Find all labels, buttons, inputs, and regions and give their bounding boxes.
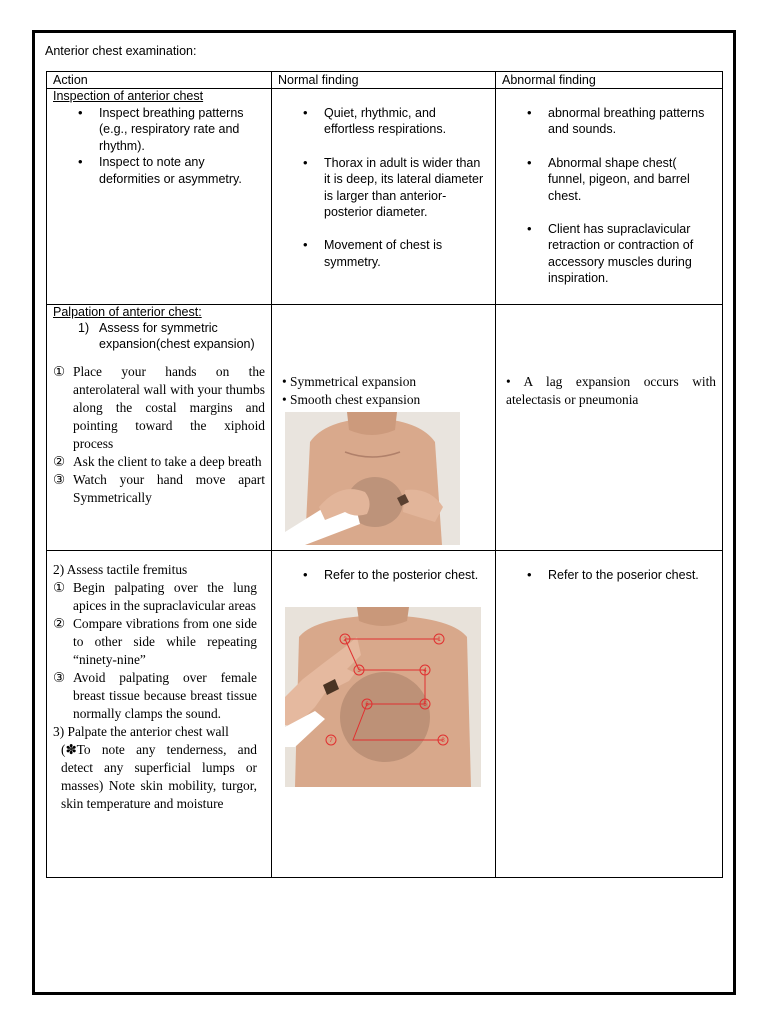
abnormal-finding-item: • Refer to the poserior chest. [496, 567, 722, 583]
header-row [47, 72, 723, 89]
step-number: ① [53, 580, 66, 595]
fremitus-normal-cell [272, 551, 496, 878]
abnormal-finding-item: • A lag expansion occurs with atelectasis or pneumonia [506, 374, 717, 407]
step-number: ③ [53, 670, 66, 685]
step-number: ② [53, 616, 66, 631]
step-text: Compare vibrations from one side to other side while repeating “ninety-nine” [73, 616, 257, 667]
step-number: ② [53, 453, 66, 469]
fremitus-action-cell [47, 551, 272, 878]
diagram-number: 3 [357, 668, 361, 674]
chest-expansion-photo [285, 412, 460, 545]
palpation-sub-number: 1) [78, 321, 90, 335]
step-number: ① [53, 363, 66, 379]
palpation-action-cell [47, 305, 272, 551]
diagram-number: 4 [423, 668, 427, 674]
palpation-row [47, 305, 723, 551]
inspection-action-item: • Inspect to note any deformities or asymmetry. [47, 154, 271, 187]
fremitus-step [47, 615, 257, 669]
inspection-action-item: • Inspect breathing patterns (e.g., respiratory rate and rhythm). [47, 105, 271, 154]
diagram-number: 5 [423, 702, 427, 708]
fremitus-diagram-photo [285, 607, 481, 787]
normal-finding-item: • Quiet, rhythmic, and effortless respirations. [272, 105, 495, 138]
exam-table [46, 71, 723, 878]
palpation-abnormal-cell [496, 305, 723, 551]
normal-finding-item: • Symmetrical expansion [282, 374, 417, 389]
normal-finding-item: • Refer to the posterior chest. [272, 567, 495, 583]
step-number: ③ [53, 471, 66, 487]
diagram-number: 6 [365, 702, 369, 708]
step-text: Begin palpating over the lung apices in the supraclavicular areas [73, 580, 257, 613]
inspection-action-cell [47, 89, 272, 305]
fremitus-row [47, 551, 723, 878]
step-text: Ask the client to take a deep breath [73, 453, 262, 469]
abnormal-finding-item: • Client has supraclavicular retraction or contraction of accessory muscles during inspiration. [496, 221, 722, 287]
normal-finding-item: • Smooth chest expansion [282, 392, 421, 407]
inspection-row [47, 89, 723, 305]
header-normal: Normal finding [272, 72, 496, 89]
palpation-title: Palpation of anterior chest: [53, 305, 202, 319]
palpation-step [47, 453, 265, 471]
fremitus-title: 2) Assess tactile fremitus [53, 562, 188, 577]
inspection-normal-cell [272, 89, 496, 305]
header-action: Action [47, 72, 272, 89]
abnormal-finding-item: • Abnormal shape chest( funnel, pigeon, and barrel chest. [496, 155, 722, 204]
header-abnormal: Abnormal finding [496, 72, 723, 89]
palpation-step [47, 363, 265, 453]
diagram-number: 2 [343, 637, 347, 643]
chest-wall-text: (✽To note any tenderness, and detect any superficial lumps or masses) Note skin mobility, turgor, skin temperature and moisture [61, 742, 257, 811]
step-text: Watch your hand move apart Symmetrically [73, 471, 265, 505]
palpation-step [47, 471, 265, 507]
chest-wall-title: 3) Palpate the anterior chest wall [53, 724, 229, 739]
document-title: Anterior chest examination: [45, 44, 197, 58]
palpation-normal-cell [272, 305, 496, 551]
inspection-title: Inspection of anterior chest [53, 89, 204, 103]
step-text: Place your hands on the anterolateral wall with your thumbs along the costal margins and pointing toward the xiphoid process [73, 363, 265, 451]
fremitus-step [47, 579, 257, 615]
diagram-number: 7 [329, 738, 333, 744]
abnormal-finding-item: • abnormal breathing patterns and sounds. [496, 105, 722, 138]
diagram-number: 1 [437, 637, 441, 643]
diagram-number: 8 [441, 738, 445, 744]
palpation-sub-title: Assess for symmetric expansion(chest expansion) [99, 321, 255, 352]
fremitus-abnormal-cell [496, 551, 723, 878]
inspection-abnormal-cell [496, 89, 723, 305]
normal-finding-item: • Thorax in adult is wider than it is deep, its lateral diameter is larger than anterior-posterior diameter. [272, 155, 495, 221]
normal-finding-item: • Movement of chest is symmetry. [272, 237, 495, 270]
step-text: Avoid palpating over female breast tissue because breast tissue normally clamps the sound. [73, 670, 257, 721]
fremitus-step [47, 669, 257, 723]
